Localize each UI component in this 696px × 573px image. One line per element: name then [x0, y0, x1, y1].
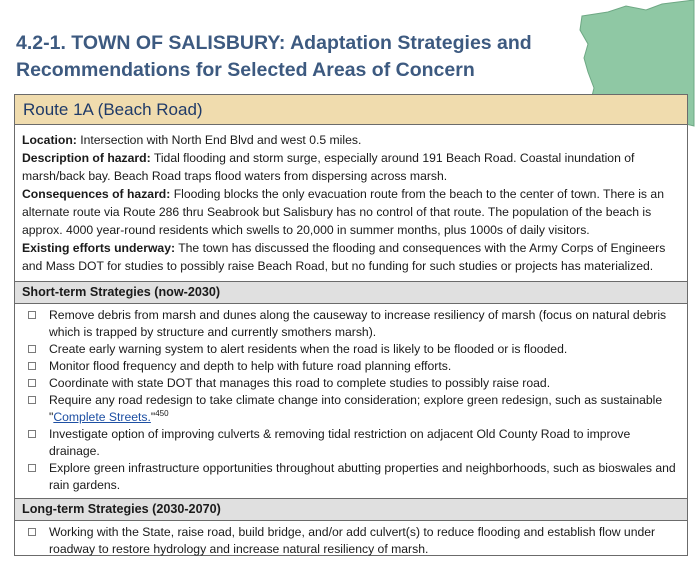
checkbox-icon — [28, 528, 36, 536]
location-text: Intersection with North End Blvd and west 0.5 miles. — [76, 133, 362, 147]
location-label: Location: — [22, 133, 77, 147]
checkbox-icon — [28, 464, 36, 472]
redesign-text: Require any road redesign to take climate change into consideration; explore green redesign, such as sustainable " — [49, 393, 663, 424]
hazard-label: Description of hazard: — [22, 151, 151, 165]
short-term-list — [15, 304, 687, 499]
hazard-text: Tidal flooding and storm surge, especially around 191 Beach Road. Coastal inundation of marsh/back bay. Beach Road traps flood waters from dispersing across marsh. — [22, 151, 635, 183]
long-term-heading: Long-term Strategies (2030-2070) — [15, 499, 687, 521]
list-item: Coordinate with state DOT that manages this road to complete studies to possibly raise road. — [22, 375, 680, 392]
list-item: Working with the State, raise road, build bridge, and/or add culvert(s) to reduce flooding and establish flow under roadway to restore hydrology and increase natural resiliency of marsh. — [22, 524, 680, 558]
list-item: Require any road redesign to take climate change into consideration; explore green redesign, such as sustainable "Complete Streets."$^{450}$ — [22, 392, 680, 426]
strategy-table — [14, 94, 688, 556]
consequences-label: Consequences of hazard: — [22, 187, 171, 201]
list-item: Create early warning system to alert residents when the road is likely to be flooded or is flooded. — [22, 341, 680, 358]
complete-streets-link[interactable]: Complete Streets. — [53, 410, 151, 424]
area-description — [15, 125, 687, 282]
checkbox-icon — [28, 396, 36, 404]
checkbox-icon — [28, 362, 36, 370]
checkbox-icon — [28, 379, 36, 387]
route-heading: Route 1A (Beach Road) — [15, 95, 687, 125]
footnote-ref: 450 — [155, 408, 169, 418]
long-term-list — [15, 521, 687, 562]
checkbox-icon — [28, 311, 36, 319]
list-item: Explore green infrastructure opportunities throughout abutting properties and neighborhoods, such as bioswales and rain gardens. — [22, 460, 680, 494]
checkbox-icon — [28, 430, 36, 438]
short-term-heading: Short-term Strategies (now-2030) — [15, 282, 687, 304]
efforts-label: Existing efforts underway: — [22, 241, 176, 255]
consequences-text: Flooding blocks the only evacuation route from the beach to the center of town. There is an alternate route via Route 286 thru Seabrook but Salisbury has no control of that route. The population of the beach is approx. 4000 year-round residents which swells to 20,000 in summer months, plus 1000s of daily visitors. — [22, 187, 664, 237]
efforts-text: The town has discussed the flooding and consequences with the Army Corps of Engineers and Mass DOT for studies to possibly raise Beach Road, but no funding for such studies or projects has materialized. — [22, 241, 666, 273]
list-item: Remove debris from marsh and dunes along the causeway to increase resiliency of marsh (focus on natural debris which is trapped by structure and currently smothers marsh). — [22, 307, 680, 341]
list-item: Investigate option of improving culverts & removing tidal restriction on adjacent Old County Road to improve drainage. — [22, 426, 680, 460]
list-item: Monitor flood frequency and depth to help with future road planning efforts. — [22, 358, 680, 375]
page-title: 4.2-1. TOWN OF SALISBURY: Adaptation Strategies and Recommendations for Selected Areas of Concern — [16, 32, 532, 81]
checkbox-icon — [28, 345, 36, 353]
